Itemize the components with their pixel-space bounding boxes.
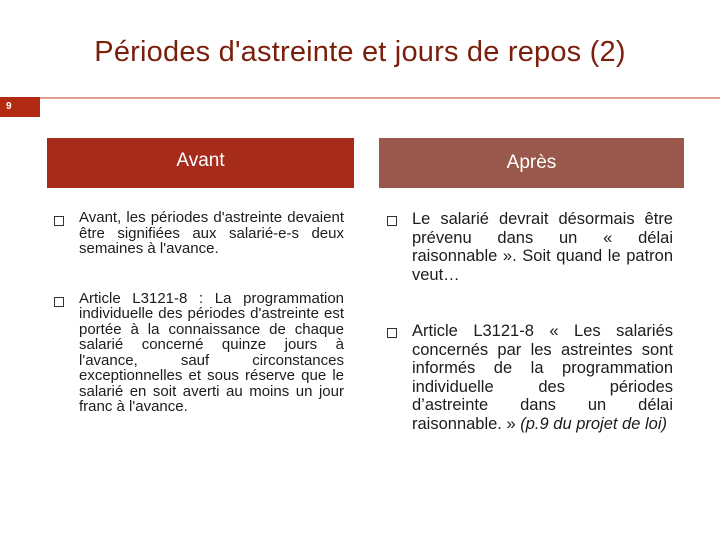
bullet-text: Avant, les périodes d'astreinte devaient être signifiées aux salarié-e-s deux semaines à l'avance. [79, 209, 344, 257]
column-avant [52, 200, 344, 415]
bullet-square-icon [387, 216, 397, 226]
bullet-item [52, 210, 344, 257]
bullet-square-icon [54, 216, 64, 226]
bullet-text: Le salarié devrait désormais être prévenu dans un « délai raisonnable ». Soit quand le patron veut… [412, 210, 673, 284]
bullet-item [385, 322, 673, 433]
bullet-square-icon [387, 328, 397, 338]
slide-number: 9 [0, 97, 40, 117]
bullet-item [385, 210, 673, 284]
bullet-square-icon [54, 297, 64, 307]
column-apres [385, 200, 673, 433]
slide-number-bar [0, 97, 720, 117]
slide-title: Périodes d'astreinte et jours de repos (2) [94, 36, 626, 68]
bullet-reference: (p.9 du projet de loi) [520, 414, 668, 433]
bullet-text: Article L3121-8 : La programmation individuelle des périodes d'astreinte est portée à la connaissance de chaque salarié concerné quinze jours à l'avance, sauf circonstances exceptionnelles et sous réserve que le salarié en soit averti au moins un jour franc à l'avance. [79, 289, 344, 415]
column-header-avant: Avant [47, 138, 354, 188]
bullet-text: Article L3121-8 « Les salariés concernés par les astreintes sont informés de la programmation individuelle des périodes d’astreinte dans un délai raisonnable. » [412, 322, 673, 433]
column-header-apres: Après [379, 138, 684, 188]
header-rule [40, 97, 720, 117]
bullet-item [52, 291, 344, 415]
